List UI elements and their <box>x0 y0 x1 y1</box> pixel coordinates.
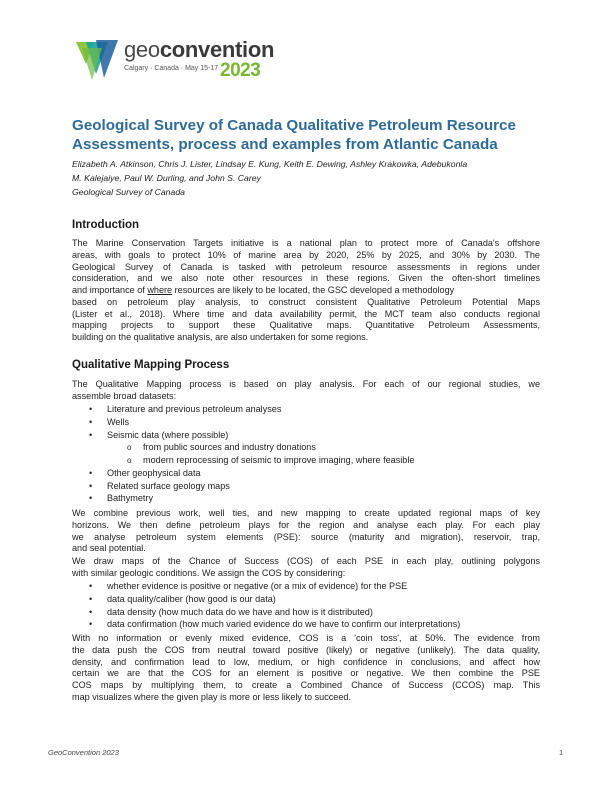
intro-paragraph: The Marine Conservation Targets initiative is a national plan to protect more of Canada's offshore areas, with goals to protect 10% of marine area by 2020, 25% by 2025, and 30% by 2030. The Geological Survey of Canada is tasked with petroleum resource assessments in regions under consideration, and we also note other resources in these regions. Given the often-short timelines and importance of where resources are likely to be located, the GSC developed a methodology based on petroleum play analysis, to construct consistent Qualitative Petroleum Potential Maps (Lister et al., 2018). Where time and data availability permit, the MCT team also conducts regional mapping projects to support these Qualitative maps. Quantitative Petroleum Assessments, building on the qualitative analysis, are also undertaken for some regions. <box>72 238 540 342</box>
logo-year: 2023 <box>220 60 261 81</box>
combine-paragraph: We combine previous work, well ties, and new mapping to create updated regional maps of key horizons. We then define petroleum plays for the region and analyse each play. For each play we analyse petroleum system elements (PSE): source (maturity and migration), reservoir, trap, and seal potential. <box>72 508 540 554</box>
datasets-list <box>72 404 540 506</box>
list-item: • Literature and previous petroleum analyses <box>89 404 282 414</box>
page-number: 1 <box>559 748 564 757</box>
list-item: • Other geophysical data <box>89 467 201 478</box>
list-item: • Seismic data (where possible) <box>89 429 229 440</box>
sub-list-item: o modern reprocessing of seismic to improve imaging, where feasible <box>127 455 415 465</box>
section-heading-qualitative-mapping: Qualitative Mapping Process <box>72 359 230 371</box>
author-block <box>72 157 552 199</box>
authors-line: Elizabeth A. Atkinson, Chris J. Lister, Lindsay E. Kung, Keith E. Dewing, Ashley Krakowka, Adebukonla <box>72 159 468 169</box>
list-item: • data density (how much data do we have and how is it distributed) <box>89 606 373 617</box>
affiliation: Geological Survey of Canada <box>72 187 186 197</box>
list-item: • Bathymetry <box>89 493 153 504</box>
final-paragraph: With no information or evenly mixed evidence, COS is a 'coin toss', at 50%. The evidence from the data push the COS from neutral toward positive (likely) or negative (unlikely). The data quality, density, and confirmation lead to low, medium, or high confidence in conclusions, and affect how certain we are that the COS for an element is positive or negative. We then combine the PSE COS maps by multiplying them, to create a Combined Chance of Success (CCOS) map. This map visualizes where the given play is more or less likely to succeed. <box>72 633 540 702</box>
qual-intro-paragraph: The Qualitative Mapping process is based on play analysis. For each of our regional studies, we assemble broad datasets: <box>72 379 540 401</box>
list-item: • Wells <box>89 416 130 427</box>
section-heading-introduction: Introduction <box>72 219 140 231</box>
sub-list-item: o from public sources and industry donations <box>127 442 316 453</box>
list-item: • data quality/caliber (how good is our data) <box>89 593 276 604</box>
logo-wordmark: geoconvention <box>124 37 275 62</box>
underlined-word: where <box>147 285 173 295</box>
list-item: • data confirmation (how much varied evidence do we have to confirm our interpretations) <box>89 619 461 630</box>
footer-conference: GeoConvention 2023 <box>48 748 119 757</box>
cos-paragraph: We draw maps of the Chance of Success (COS) of each PSE in each play, outlining polygons with similar geologic conditions. We assign the COS by considering: <box>72 556 540 578</box>
geoconvention-logo <box>72 34 282 86</box>
logo-mark-icon <box>72 34 120 86</box>
paper-title: Geological Survey of Canada Qualitative Petroleum Resource Assessments, process and examples from Atlantic Canada <box>72 117 516 153</box>
cos-criteria-list <box>72 581 540 632</box>
logo-subline: Calgary · Canada · May 15-17 <box>124 65 219 72</box>
list-item: • whether evidence is positive or negative (or a mix of evidence) for the PSE <box>89 581 408 591</box>
authors-line: M. Kalejaiye, Paul W. Durling, and John S. Carey <box>72 173 261 183</box>
list-item: • Related surface geology maps <box>89 480 230 491</box>
